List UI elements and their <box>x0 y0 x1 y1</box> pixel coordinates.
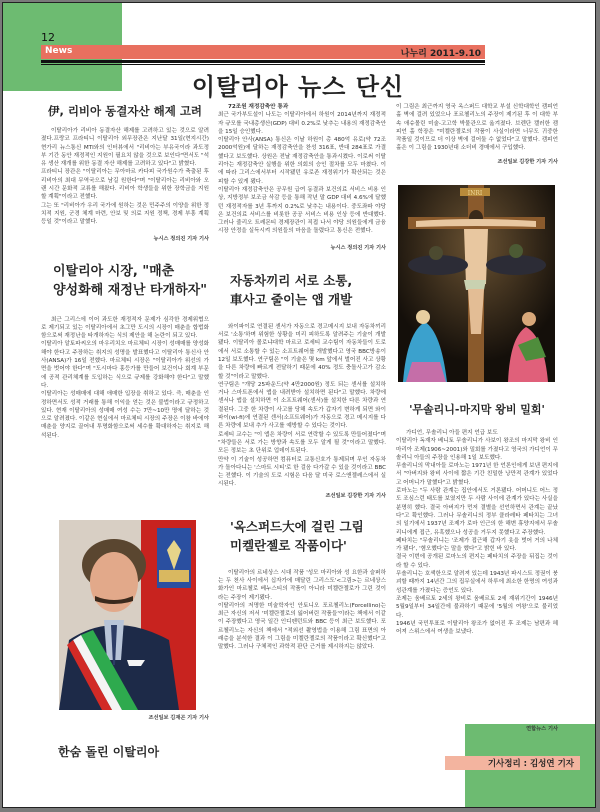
crucifixion-image <box>398 185 555 382</box>
article-body <box>218 103 386 236</box>
paragraph: 그는 또 "리비아가 우리 국가에 원하는 것은 민주주의 이양을 위한 정치적 지원, 군경 체계 마련, 안보 및 의료 지원 정책, 경제 부흥 계획 등일 것"이라고 말했다. <box>41 202 209 226</box>
header-rule <box>41 60 485 63</box>
headline-line: 양성화해 재정난 타개하자" <box>53 282 207 298</box>
byline: 조선일보 김강한 기자 기사 <box>497 158 558 165</box>
page-title: 이탈리아 뉴스 단신 <box>191 73 405 101</box>
byline: 조선일보 김강한 기자 기사 <box>325 492 386 499</box>
page-number: 12 <box>41 31 55 44</box>
article-headline: '무솔리니-마지막 왕비 밀회' <box>409 403 545 416</box>
paragraph: 이탈리아 알토파씨오의 마우리치오 마르체티 시장이 성매매를 양성화해야 한다고 주장하는 취지의 성명을 발표했다고 이탈리아 통신사 안사(ANSA)가 16일 전했다. 마르체티 시장은 "이탈리아가 위선의 가면을 벗어야 한다"며 "도시마다 홍등가를 만들어 보건이나 회계 부문에 공적 관리체계를 도입하는 식으로 규제를 강화해야 한다"고 말했다. <box>41 341 209 389</box>
byline: 뉴시스 정의진 기자 기사 <box>153 235 209 242</box>
paragraph: 이탈리아의 저명한 미술학자인 안토니오 포르첼리노(Forcellino)는 최근 자신의 저서 '미켈란젤로의 잃어버린 작품들'이라는 책에서 이같이 주장했다고 영국 일간 인디펜던트와 BBC 등이 최근 보도했다. 포르첼리노는 자신의 책에서 "적외선 촬영법을 이용해 그림 표면의 아래층을 분석한 결과 이 그림을 미켈란젤로의 작품이라고 확신했다"고 말했다. 그러나 구체적인 과학적 판단 근거를 제시하지는 않았다. <box>218 602 386 651</box>
paragraph: 조제는 움베르토 2세의 왕비로 움베르토 2세 재위기간이 1946년 5월9일부터 34일간에 불과하기 때문에 '5월의 여왕'으로 불리었다. <box>396 595 558 619</box>
paragraph: 이탈리아가 리비아 동결자산 해제를 고려하고 있는 것으로 알려졌다.프랑코 프라티니 이탈리아 외무장관은 지난달 31일(현지시간) 현가리 뉴스통신 MTI와의 인터뷰에서 "리비아는 부유국이라 과도정부 기간 동안 재정적인 지원이 필요치 않을 것으로 보인다"면서도 "석유 생산 재개를 위한 동결 자산 해제를 고려하고 있다"고 밝혔다. <box>41 128 209 168</box>
subhead: 가디언, 무솔리니 아들 편지 언급 보도 <box>406 430 498 436</box>
article-body <box>396 103 558 153</box>
article-headline <box>230 517 386 555</box>
headline-line: 이탈리아 시장, "매춘 <box>53 263 175 279</box>
column-left <box>41 103 209 440</box>
column-right-lower <box>396 401 558 636</box>
header-rule-thin <box>41 64 485 65</box>
section-band <box>41 45 485 59</box>
newspaper-page <box>2 2 596 808</box>
publication-date: 나누리 2011-9.10 <box>400 49 481 59</box>
headline-line: 車사고 줄이는 앱 개발 <box>230 291 353 307</box>
article-headline: 伊, 리비아 동결자산 해제 고려 <box>47 104 203 118</box>
crucifixion-painting <box>398 185 555 382</box>
column-middle <box>218 103 386 652</box>
mayor-photo <box>59 520 196 710</box>
credit-box <box>445 756 580 770</box>
column-right <box>396 103 558 165</box>
article-headline: 한숨 돌린 이탈리아 <box>58 745 160 759</box>
paragraph: 이탈리아 안사(ANSA) 통신은 이날 하원이 총 480억 유로(약 72조2000억원)에 달하는 재정감축안을 찬성 316표, 반대 284표로 가결했다고 보도했다. 상원은 전날 재정감축안을 통과시켰다. 이로써 이탈리아는 재정감축안 실행을 위한 의회의 승인 절차를 모두 마쳤다. 이에 따라 그리스에서부터 시작됐던 유로존 재정위기가 확산되는 것은 피할 수 있게 됐다. <box>218 137 386 185</box>
headline-line: 자동차끼리 서로 소통, <box>230 272 353 288</box>
article-body <box>396 429 558 636</box>
paragraph: 페타치는 "무솔리니는 '조제가 접근해 갑자기 옷을 벗어 거의 나체가 됐다', '혐오했다'는 말을 했다"고 밝힌 바 있다. <box>396 537 558 553</box>
byline: 뉴시스 정의진 기자 기사 <box>330 244 386 251</box>
article-headline <box>53 262 209 300</box>
paragraph: 무솔리니는 호색한으로 알려져 있는데 1943년 파시스트 정권이 붕괴할 때까지 14년간 그의 집무실에서 하루에 최소한 한명의 여성과 성관계를 가졌다는 증언도 있다. <box>396 571 558 594</box>
headline-line: '옥스퍼드大에 걸린 그림 <box>230 518 364 534</box>
paragraph: 최근 그리스에 이어 과도한 재정적자 문제가 심각한 경제위협으로 제기되고 있는 이탈리아에서 초그만 도시의 시장이 매춘을 합법화함으로써 재정난을 타개하자는 식의 제안을 해 논란이 되고 있다. <box>41 316 209 340</box>
paragraph: 연구팀은 "개당 25파운드(약 4만2000원) 정도 되는 센서를 설치하거나 스마트폰에서 앱을 내려받아 설치하면 된다"고 말했다. 차량에 센서나 앱을 설치하면 이 소프트웨어(센서)를 설치한 다른 차량과 연결된다. 그중 한 차량이 사고를 당해 속도가 갑자기 변하게 되면 와이파이(wi-fi)에 연결된 센서(소프트웨어)가 자동으로 경고 메시지를 다른 차량에 보내 추가 사고를 예방할 수 있다는 것이다. <box>218 381 386 430</box>
article-headline <box>230 271 386 309</box>
editor-credit: 기사정리 : 김성연 기자 <box>487 759 574 769</box>
paragraph: 이 그림은 최근까지 영국 옥스퍼드 대학교 부설 신학대학인 캠피언 홀 벽에 걸려 있었으나 포르첼리노의 주장이 제기된 후 이 대학 부속 애슈몰린 미술-고고학 박물관으로 옮겨졌다. 브렌단 캘러한 캠피언 홀 학장은 "미켈란젤로의 작품이 사실이라면 너무도 귀중한 작품일 것이므로 더 이상 벽에 걸어둘 수 없었다"고 말했다. 캠피언 홀은 이 그림을 1930년대 소더비 경매에서 구입했다. <box>396 104 558 152</box>
article-body <box>41 127 209 227</box>
paragraph: 프라티니 장관은 "이탈리아는 무아마르 카다피 국가원수가 축출된 후 리비아의 최대 무역국으로 남길 원한다"며 "이탈리아는 리비아와 오랜 시간 문화적 교류를 해왔다. 리비아 학생들을 위한 장학금을 지원할 계획"이라고 전했다. <box>41 169 209 201</box>
subhead: 72조원 재정감축안 통과 <box>228 104 289 110</box>
inri-label: INRI <box>467 190 483 197</box>
paragraph: 로마노는 "두 사람 관계는 집안에서도 거론됐다. 어머니도 어느 정도 조심스런 태도를 보였지만 두 사람 사이에 관계가 있다는 사실을 분명히 했다. 결국 아버지가 먼저 결별을 선언하면서 관계는 끝났다"고 확인했다. 그러나 무솔리니의 정부 클라레타 페타치는 그녀의 일기에서 1937년 조제가 로마 인근의 한 해변 휴양지에서 무솔리니에게 접근, 유혹했으나 성공을 거두지 못했다고 주장했다. <box>396 488 558 536</box>
article-body <box>41 316 209 440</box>
article-body <box>218 569 386 652</box>
paragraph: 와이파이로 연결된 센서가 자동으로 경고메시지 보내 자동차끼리 서로 '소통'하며 위험한 상황을 미리 피하도록 알려주는 기술이 개발됐다. 이탈리아 볼로냐대학 마르코 로세티 교수팀이 자동차들이 도로에서 서로 소통할 수 있는 소프트웨어를 개발했다고 영국 BBC방송이 12일 보도했다. 연구팀은 "이 기술은 몇 km 앞에서 벌어진 사고 상황을 다른 차량에 빠르게 전달하기 때문에 40% 정도 충돌사고가 감소할 것"이라고 말했다. <box>218 323 386 380</box>
paragraph: 1946년 국민투표로 이탈리아 왕조가 없어진 후 조제는 남편과 헤어져 스위스에서 여생을 보냈다. <box>396 620 558 636</box>
paragraph: 만약 이 기술이 성공하면 컴퓨터로 교통신호가 통제되며 무인 자동차가 돌아다니는 '스마트 시티'로 한 걸음 다가갈 수 있을 것이라고 BBC는 전했다. 이 기술의 도로 시험은 다음 달 미국 로스앤젤레스에서 실시된다. <box>218 456 386 488</box>
mayor-portrait-image <box>59 520 196 710</box>
paragraph: 이탈리아 독재자 베니토 무솔리니가 사보이 왕조의 마지막 왕비 인 마리아 조제(1906~2001)와 밀회를 가졌다고 영국의 가디언이 무솔리니 아들의 주장을 인용해 1일 보도했다. <box>396 438 558 461</box>
paragraph: 최근 국가부도설이 나도는 이탈리아에서 하원이 2014년까지 재정적자 규모를 국내총생산(GDP) 대비 0.2%로 낮추는 내용의 재정감축안을 15일 승인했다. <box>218 112 386 135</box>
byline: 조선일보 김재곤 기자 기사 <box>148 715 209 721</box>
paragraph: 이탈리아의 르네상스 시대 작품 '성모 마리아와 성 요한과 슬퍼하는 두 천사 사이에서 십자가에 매달린 그리스도'<그림>는 르네상스 화가인 마르첼로 베누스티의 작품이 아니라 미켈란젤로가 그린 것이라는 주장이 제기됐다. <box>218 569 386 601</box>
section-label: News <box>45 46 73 56</box>
article-body <box>218 323 386 489</box>
headline-line: 미켈란젤로 작품이다' <box>230 537 347 553</box>
paragraph: 이탈리아 재정감축안은 공무원 급여 동결과 보건의료 서비스 비용 인상, 지방정부 보조금 삭감 등을 통해 작년 말 GDP 대비 4.6%에 달했던 재정적자를 3년 후까지 0.2%로 낮추는 내용이다. 중도좌파 야당은 보건의료 서비스를 비롯한 공공 서비스 비용 인상 등에 반대했다. 그러나 줄리오 트레몬티 경제장관이 직접 나서 야당 의원들에게 금융시장 안정을 실득시켜 의원들의 마음을 돌렸다고 통신은 전했다. <box>218 186 386 235</box>
paragraph: 이탈리아는 성매매에 대해 애매한 입장을 취하고 있다. 즉, 매춘을 인정하면서도 성적 거래를 통해 이익을 얻는 것은 불법이라고 규정하고 있다. 현재 이탈리아의 성매매 여성 수는 7만~10만 명에 달하는 것으로 알려졌다. 이같은 현실에서 마르체티 시장의 주장은 이참 바에야 매춘을 양지로 끌어내 투명화함으로써 세수를 확대하자는 취지로 해석된다. <box>41 391 209 439</box>
paragraph: 무솔리니의 막내아들 로마노는 1971년 한 언론인에게 보낸 편지에서 "아버지와 왕비 사이에 짧은 기간 친밀한 낭만적 관계가 있었다고 어머니가 말했다"고 밝혔다. <box>396 463 558 486</box>
paragraph: 결국 이번에 공개된 로마노의 편지는 페타치의 주장을 뒤집는 것이라 할 수 있다. <box>396 554 558 569</box>
byline: 연합뉴스 기사 <box>526 726 558 732</box>
paragraph: 로세티 교수는 "이 앱은 차량이 서로 연락할 수 있도록 만들어졌다"며 "차량들은 서로 가는 방향과 속도를 모두 알게 될 것"이라고 말했다. 모든 정보는 초 단위로 업데이트된다. <box>218 431 386 455</box>
